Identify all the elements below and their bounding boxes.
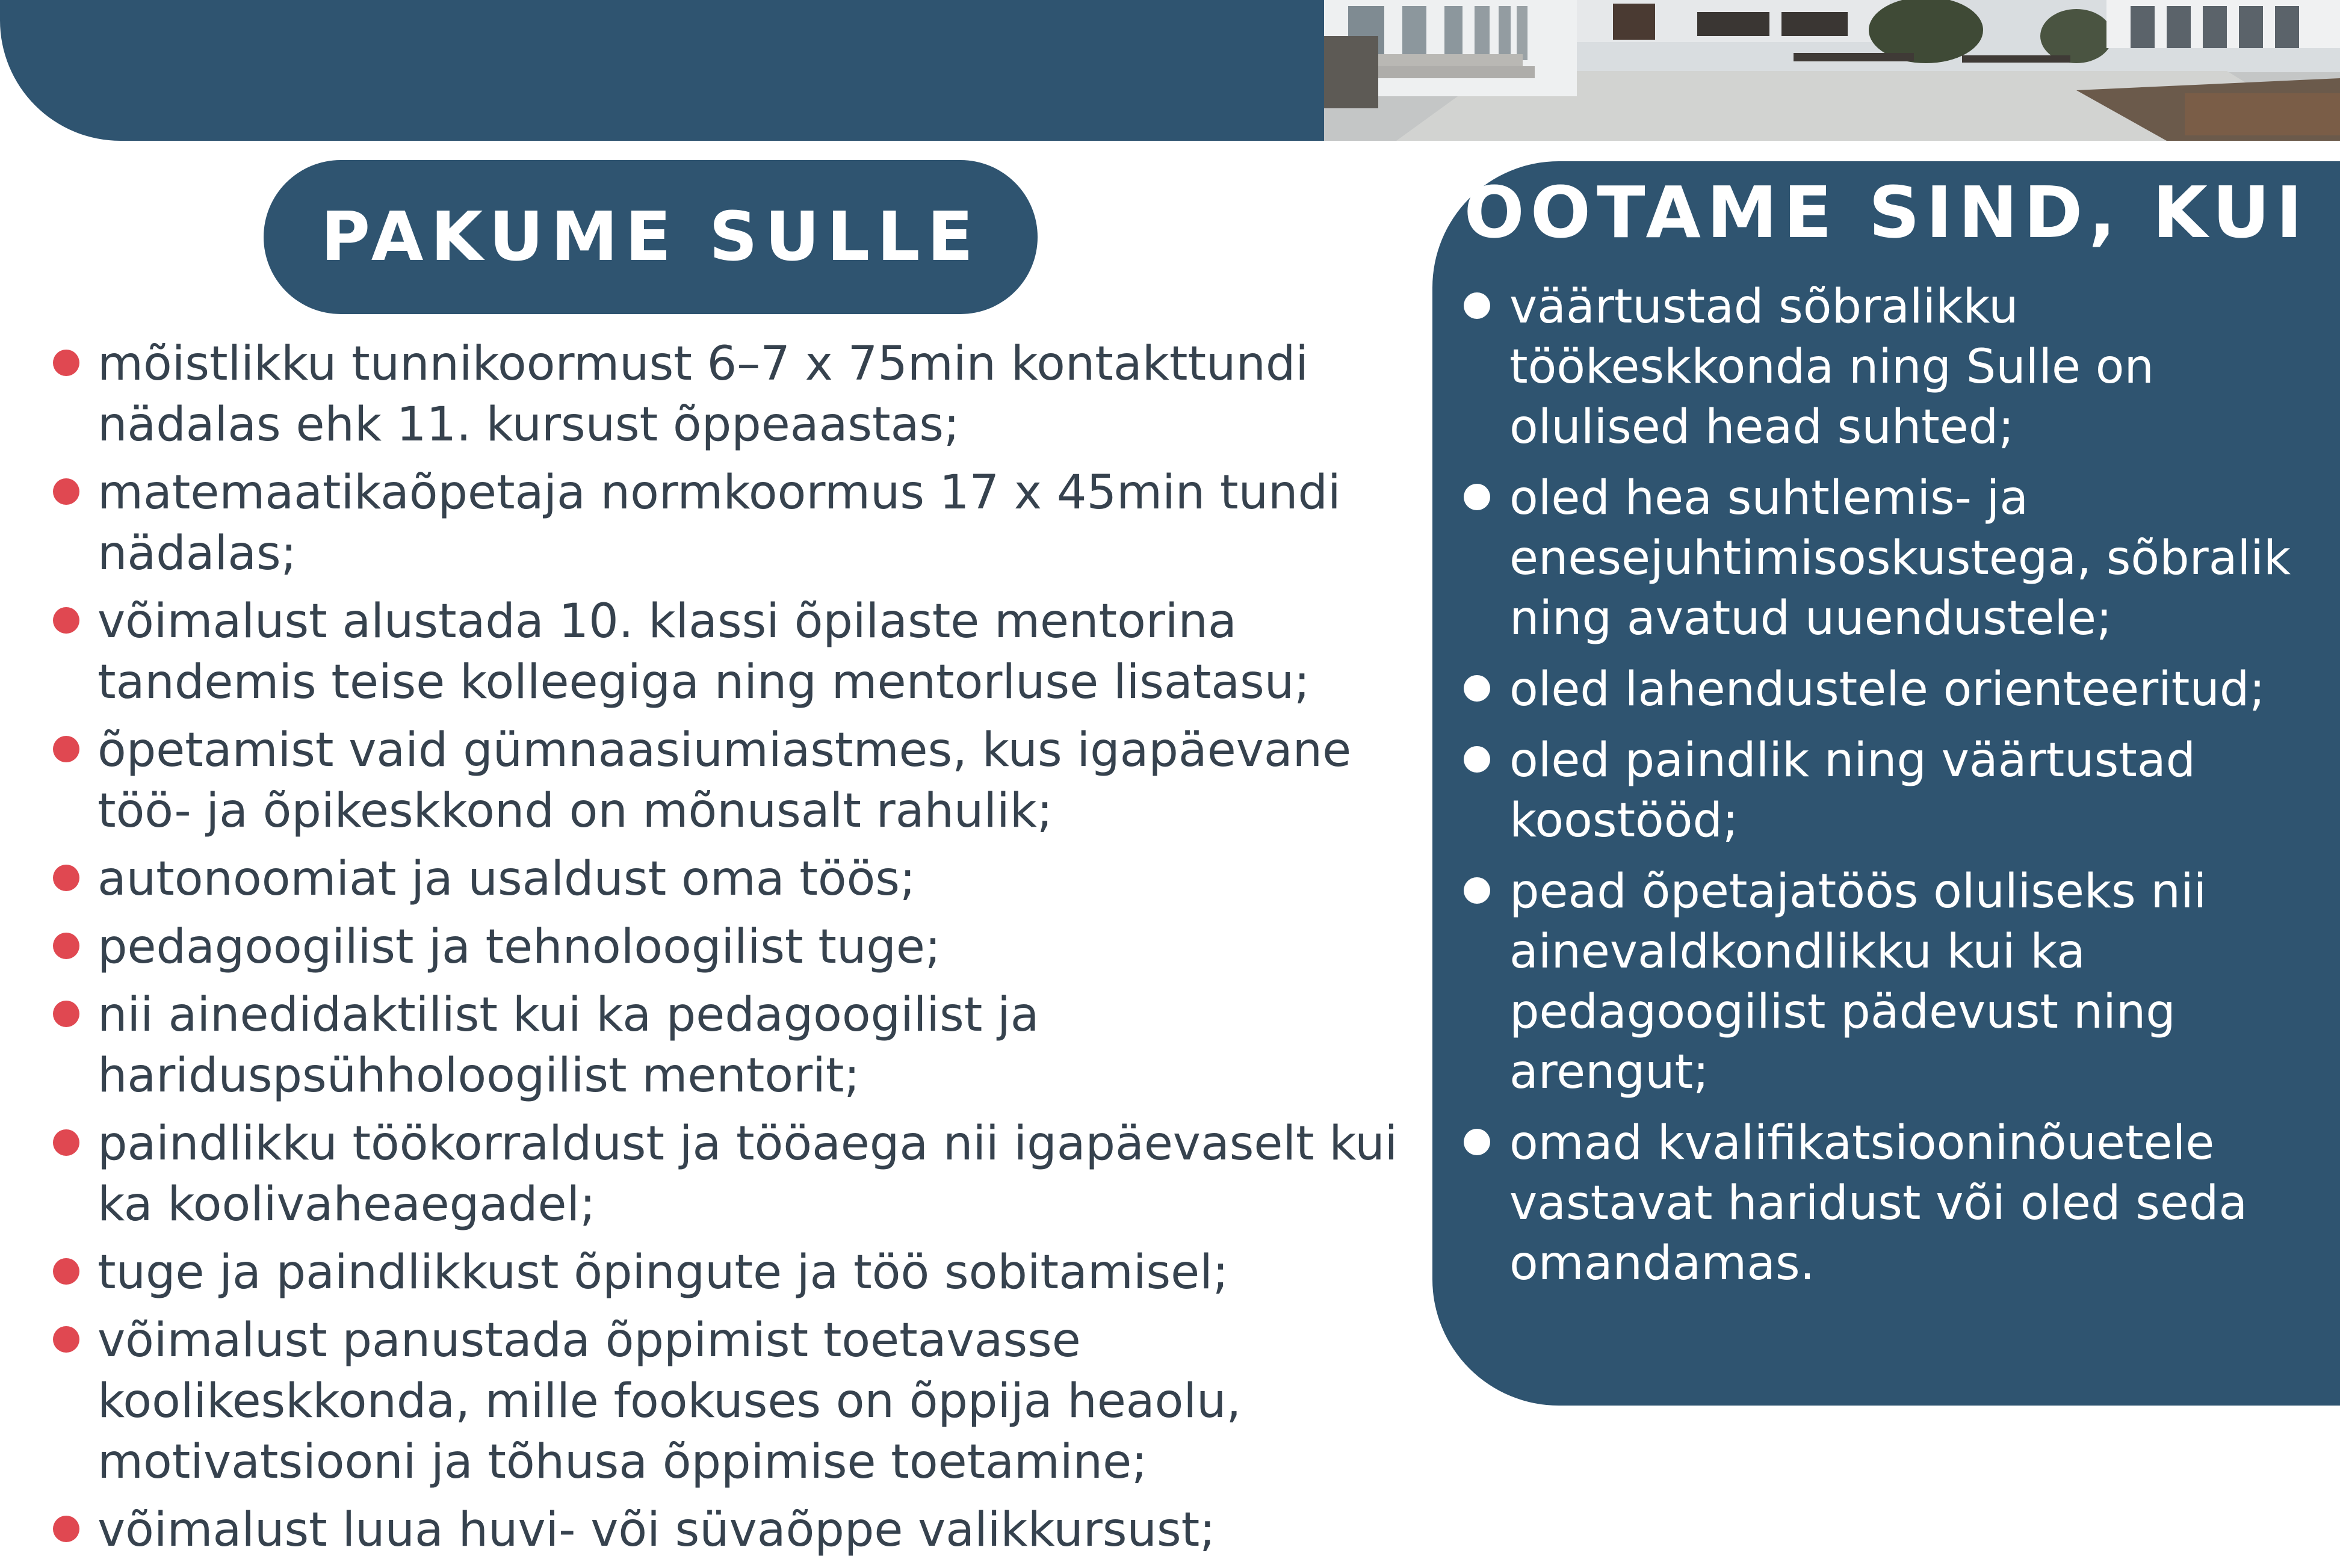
- list-item-text: pedagoogilist ja tehnoloogilist tuge;: [98, 920, 941, 974]
- bullet-dot-icon: [1464, 292, 1490, 319]
- list-item: [51, 985, 1429, 1107]
- bullet-dot-icon: [53, 1001, 79, 1027]
- bullet-dot-icon: [53, 478, 79, 505]
- list-item: [1462, 277, 2329, 457]
- bullet-dot-icon: [1464, 484, 1490, 510]
- bullet-dot-icon: [53, 865, 79, 891]
- bullet-dot-icon: [53, 607, 79, 634]
- list-item-text: võimalust alustada 10. klassi õpilaste mentorina tandemis teise kolleegiga ning mentorluse lisatasu;: [98, 594, 1310, 709]
- list-item-text: nii ainedidaktilist kui ka pedagoogilist ja hariduspsühholoogilist mentorit;: [98, 988, 1039, 1103]
- list-item-text: omad kvalifikatsiooninõuetele vastavat haridust või oled seda omandamas.: [1509, 1116, 2248, 1291]
- bullet-dot-icon: [53, 1326, 79, 1353]
- list-item-text: mõistlikku tunnikoormust 6–7 x 75min kontakttundi nädalas ehk 11. kursust õppeaastas;: [98, 337, 1309, 452]
- list-item-text: väärtustad sõbralikku töökeskkonda ning Sulle on olulised head suhted;: [1509, 280, 2154, 454]
- list-item-text: võimalust luua huvi- või süvaõppe valikkursust;: [98, 1503, 1216, 1557]
- list-item-text: õpetamist vaid gümnaasiumiastmes, kus igapäevane töö- ja õpikeskkond on mõnusalt rahulik;: [98, 723, 1352, 838]
- list-item: [51, 849, 1429, 910]
- list-item: [51, 720, 1429, 842]
- list-item-text: võimalust panustada õppimist toetavasse koolikeskkonda, mille fookuses on õppija heaolu, motivatsiooni ja tõhusa õppimise toetamine;: [98, 1313, 1242, 1489]
- list-item-text: pead õpetajatöös oluliseks nii ainevaldkondlikku kui ka pedagoogilist pädevust ning arengut;: [1509, 865, 2207, 1099]
- list-item: [1462, 1113, 2329, 1294]
- list-item: [51, 1114, 1429, 1235]
- offer-list: [51, 334, 1429, 1568]
- list-item: [51, 1500, 1429, 1561]
- bullet-dot-icon: [53, 1129, 79, 1156]
- list-item-text: matemaatikaõpetaja normkoormus 17 x 45min tundi nädalas;: [98, 466, 1341, 581]
- bullet-dot-icon: [53, 350, 79, 376]
- list-item: [51, 1310, 1429, 1493]
- list-item: [51, 917, 1429, 978]
- bullet-dot-icon: [53, 1258, 79, 1285]
- list-item-text: tuge ja paindlikkust õpingute ja töö sobitamisel;: [98, 1245, 1229, 1300]
- offer-header: [264, 160, 1038, 314]
- requirements-title: OOTAME SIND, KUI: [1464, 171, 2309, 254]
- list-item-text: oled hea suhtlemis- ja enesejuhtimisoskustega, sõbralik ning avatud uuendustele;: [1509, 471, 2291, 646]
- offer-title: PAKUME SULLE: [320, 198, 981, 276]
- bullet-dot-icon: [1464, 877, 1490, 904]
- bullet-dot-icon: [53, 736, 79, 762]
- requirements-panel: [1432, 161, 2340, 1406]
- bullet-dot-icon: [1464, 1129, 1490, 1155]
- list-item: [51, 591, 1429, 713]
- list-item: [51, 463, 1429, 584]
- requirements-list: [1462, 277, 2329, 1304]
- bullet-dot-icon: [53, 933, 79, 959]
- list-item: [1462, 659, 2329, 720]
- bullet-dot-icon: [53, 1516, 79, 1542]
- school-building-photo: [1324, 0, 2340, 141]
- list-item-text: autonoomiat ja usaldust oma töös;: [98, 852, 916, 906]
- list-item-text: oled lahendustele orienteeritud;: [1509, 662, 2265, 717]
- list-item: [51, 334, 1429, 455]
- list-item-text: oled paindlik ning väärtustad koostööd;: [1509, 733, 2196, 848]
- bullet-dot-icon: [1464, 746, 1490, 773]
- list-item: [51, 1242, 1429, 1303]
- header-banner: [0, 0, 1330, 141]
- bullet-dot-icon: [1464, 675, 1490, 702]
- list-item-text: paindlikku töökorraldust ja tööaega nii igapäevaselt kui ka koolivaheaegadel;: [98, 1117, 1398, 1232]
- list-item: [1462, 862, 2329, 1102]
- list-item: [1462, 468, 2329, 649]
- list-item: [1462, 730, 2329, 851]
